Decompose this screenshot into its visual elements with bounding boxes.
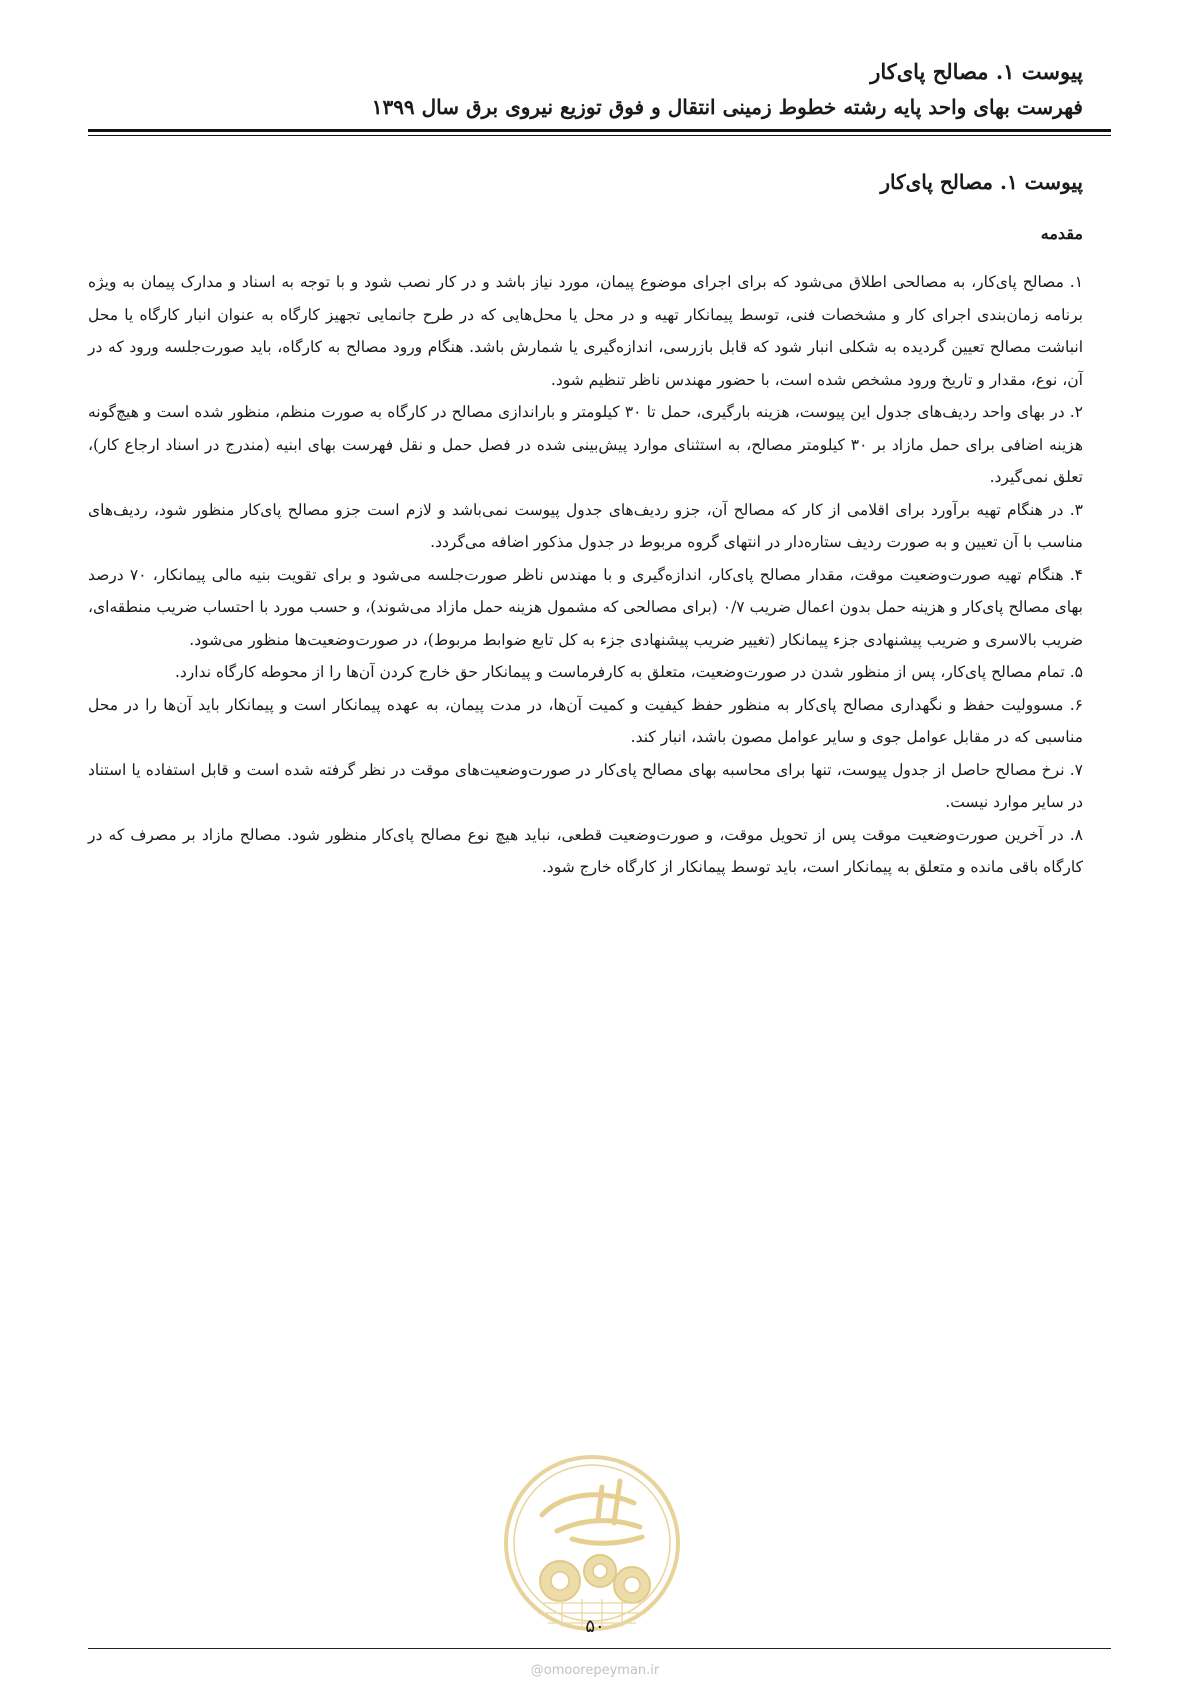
paragraph-7: ۷. نرخ مصالح حاصل از جدول پیوست، تنها برای محاسبه بهای مصالح پای‌کار در صورت‌وضعیت‌های موقت در نظر گرفته شده است و قابل استفاده یا استناد در سایر موارد نیست. (88, 760, 1083, 811)
paragraph-6: ۶. مسوولیت حفظ و نگهداری مصالح پای‌کار به منظور حفظ کیفیت و کمیت آن‌ها، در مدت پیمان، به عهده پیمانکار است و پیمانکار باید آن‌ها را در محل مناسبی که در مقابل عوامل جوی و سایر عوامل مصون باشد، انبار کند. (88, 695, 1083, 746)
header-rule-thick (88, 129, 1111, 132)
page-number: ۵۰ (585, 1616, 605, 1637)
paragraph-4: ۴. هنگام تهیه صورت‌وضعیت موقت، مقدار مصالح پای‌کار، اندازه‌گیری و با مهندس ناظر صورت‌جلسه می‌شود و برای تقویت بنیه مالی پیمانکار، ۷۰ درصد بهای مصالح پای‌کار و هزینه حمل بدون اعمال ضریب ۰/۷ (برای مصالحی که مشمول هزینه حمل مازاد می‌شوند)، و حسب مورد با احتساب ضریب منطقه‌ای، ضریب بالاسری و ضریب پیشنهادی جزء پیمانکار (تغییر ضریب پیشنهادی جزء به کل تابع ضوابط مربوط)، در صورت‌وضعیت‌ها منظور می‌شود. (88, 565, 1083, 649)
footer-rule (88, 1648, 1111, 1649)
paragraph-5: ۵. تمام مصالح پای‌کار، پس از منظور شدن در صورت‌وضعیت، متعلق به کارفرماست و پیمانکار حق خارج کردن آن‌ها را از محوطه کارگاه ندارد. (174, 663, 1083, 681)
subsection-title: مقدمه (1040, 224, 1083, 243)
watermark-logo-icon (502, 1453, 682, 1633)
section-title: پیوست ۱. مصالح پای‌کار (880, 170, 1083, 194)
body-text (88, 266, 1083, 884)
watermark-url: @omoorepeyman.ir (530, 1663, 660, 1678)
running-header-title: پیوست ۱. مصالح پای‌کار (870, 59, 1083, 84)
paragraph-2: ۲. در بهای واحد ردیف‌های جدول این پیوست، هزینه بارگیری، حمل تا ۳۰ کیلومتر و باراندازی مصالح در کارگاه به صورت منظم، منظور شده است و هیچ‌گونه هزینه اضافی برای حمل مازاد بر ۳۰ کیلومتر مصالح، به استثنای موارد پیش‌بینی شده در فصل حمل و نقل فهرست بهای ابنیه (مندرج در اسناد ارجاع کار)، تعلق نمی‌گیرد. (88, 403, 1084, 486)
paragraph-8: ۸. در آخرین صورت‌وضعیت موقت پس از تحویل موقت، و صورت‌وضعیت قطعی، نباید هیچ نوع مصالح پای‌کار منظور شود. مصالح مازاد بر مصرف که در کارگاه باقی مانده و متعلق به پیمانکار است، باید توسط پیمانکار از کارگاه خارج شود. (88, 825, 1083, 876)
paragraph-3: ۳. در هنگام تهیه برآورد برای اقلامی از کار که مصالح آن، جزو ردیف‌های جدول پیوست نمی‌باشد و لازم است جزو مصالح پای‌کار منظور شود، ردیف‌های مناسب با آن تعیین و به صورت ردیف ستاره‌دار در انتهای گروه مربوط در جدول مذکور اضافه می‌گردد. (88, 500, 1083, 551)
running-header-subtitle: فهرست بهای واحد پایه رشته خطوط زمینی انتقال و فوق توزیع نیروی برق سال ۱۳۹۹ (371, 95, 1083, 119)
paragraph-1: ۱. مصالح پای‌کار، به مصالحی اطلاق می‌شود که برای اجرای موضوع پیمان، مورد نیاز باشد و در کار نصب شود و با توجه به اسناد و مدارک پیمان به ویژه برنامه زمان‌بندی اجرای کار و مشخصات فنی، توسط پیمانکار تهیه و در محل یا محل‌هایی که در طرح جانمایی تجهیز کارگاه به عنوان انبار کارگاه یا محل انباشت مصالح تعیین گردیده به شکلی انبار شود که قابل بازرسی، اندازه‌گیری یا شمارش باشد. هنگام ورود مصالح به کارگاه، باید صورت‌جلسه ورود که در آن، نوع، مقدار و تاریخ ورود مشخص شده است، با حضور مهندس ناظر تنظیم شود. (88, 273, 1084, 389)
header-rule-thin (88, 135, 1111, 136)
